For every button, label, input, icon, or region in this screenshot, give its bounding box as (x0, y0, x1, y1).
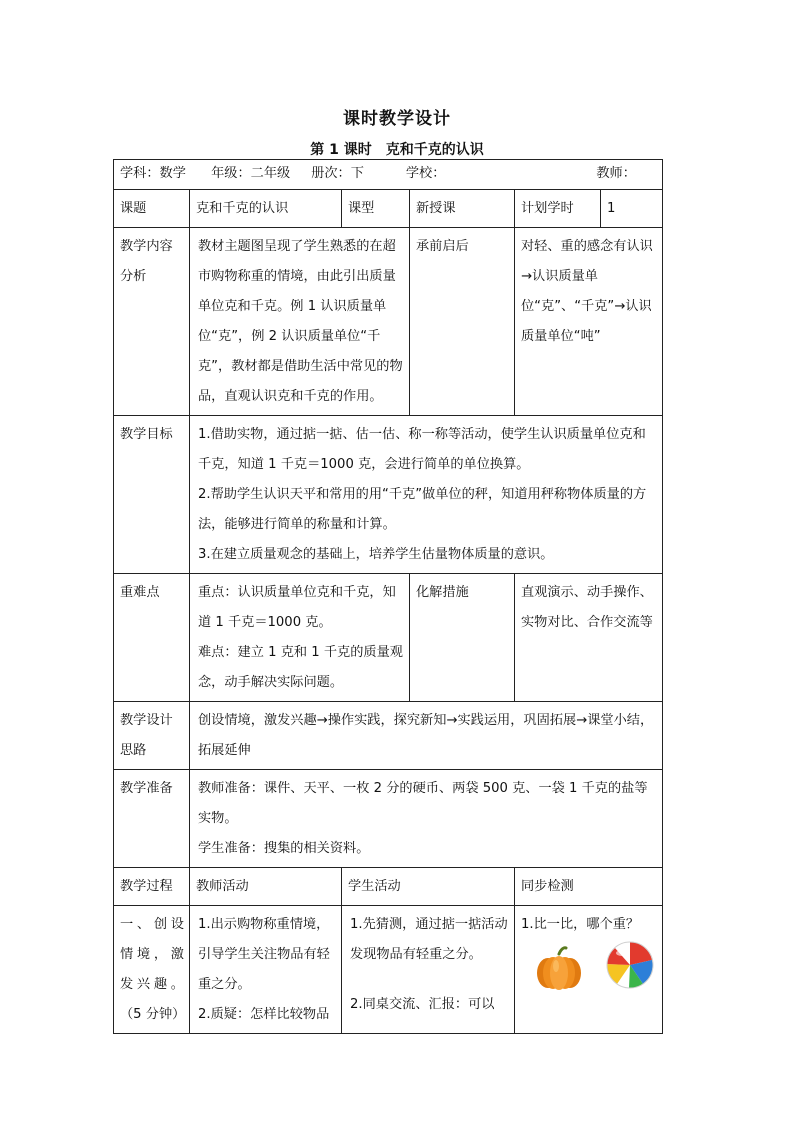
lesson-topic: 克和千克的认识 (385, 142, 484, 158)
pumpkin-icon (535, 944, 583, 992)
method-value: 直观演示、动手操作、实物对比、合作交流等 (515, 574, 663, 702)
goal-item: 1.借助实物，通过掂一掂、估一估、称一称等活动，使学生认识质量单位克和千克，知道 1 千克＝1000 克，会进行简单的单位换算。 (198, 427, 646, 472)
link-label: 承前启后 (410, 228, 515, 416)
process-col-teacher: 教师活动 (190, 868, 342, 906)
check-pictures (521, 940, 657, 1000)
type-label: 课型 (342, 190, 410, 228)
goal-item: 2.帮助学生认识天平和常用的用“千克”做单位的秤，知道用秤称物体质量的方法，能够进行简单的称量和计算。 (198, 487, 647, 532)
key-label: 重难点 (114, 574, 190, 702)
content-label: 教学内容分析 (114, 228, 190, 416)
method-label: 化解措施 (410, 574, 515, 702)
type-value: 新授课 (410, 190, 515, 228)
info-line: 学科：数学 年级：二年级 册次：下 学校： 教师： (114, 160, 663, 190)
hours-label: 计划学时 (515, 190, 601, 227)
process-row (114, 906, 663, 1034)
prep-row (114, 770, 663, 868)
content-row (114, 228, 663, 416)
link-value: 对轻、重的感念有认识→认识质量单位“克”、“千克”→认识质量单位“吨” (515, 228, 663, 416)
process-header-row (114, 868, 663, 906)
teacher-step: 2.质疑：怎样比较物品 (198, 1007, 330, 1022)
key-point: 重点：认识质量单位克和千克，知道 1 千克＝1000 克。 (198, 585, 396, 630)
teacher-step: 1.出示购物称重情境，引导学生关注物品有轻重之分。 (198, 917, 330, 992)
process-col-stage: 教学过程 (114, 868, 190, 906)
lesson-plan-table (113, 159, 663, 1034)
key-row (114, 574, 663, 702)
topic-value: 克和千克的认识 (190, 190, 342, 228)
design-label: 教学设计思路 (114, 702, 190, 770)
process-col-student: 学生活动 (342, 868, 515, 906)
key-content (190, 574, 410, 702)
teacher-activity (190, 906, 342, 1034)
topic-row (114, 190, 663, 228)
student-activity (342, 906, 515, 1034)
hours-value: 1 (607, 201, 616, 216)
check-question: 1.比一比，哪个重？ (521, 917, 640, 932)
goals-row (114, 416, 663, 574)
lesson-number: 第 1 课时 (310, 142, 372, 158)
document-title: 课时教学设计 (343, 109, 451, 129)
goals-label: 教学目标 (114, 416, 190, 574)
check-cell (515, 906, 663, 1034)
student-step: 1.先猜测，通过掂一掂活动发现物品有轻重之分。 (350, 917, 508, 962)
teacher-prep: 教师准备：课件、天平、一枚 2 分的硬币、两袋 500 克、一袋 1 千克的盐等实物。 (198, 781, 648, 826)
prep-content (190, 770, 663, 868)
beach-ball-icon (605, 940, 655, 990)
stage-cell: 一、创设情境，激发兴趣。（5 分钟） (114, 906, 190, 1034)
process-col-check: 同步检测 (515, 868, 663, 906)
student-prep: 学生准备：搜集的相关资料。 (198, 841, 370, 856)
topic-label: 课题 (114, 190, 190, 228)
design-value: 创设情境，激发兴趣→操作实践，探究新知→实践运用，巩固拓展→课堂小结，拓展延伸 (190, 702, 663, 770)
difficulty-point: 难点：建立 1 克和 1 千克的质量观念，动手解决实际问题。 (198, 645, 403, 690)
design-row (114, 702, 663, 770)
info-row (114, 160, 663, 190)
content-analysis: 教材主题图呈现了学生熟悉的在超市购物称重的情境，由此引出质量单位克和千克。例 1 认识质量单位“克”，例 2 认识质量单位“千克”，教材都是借助生活中常见的物品，直观认识克和千克的作用。 (190, 228, 410, 416)
hours-cell (515, 190, 663, 228)
document-subtitle (0, 139, 794, 159)
student-step: 2.同桌交流、汇报：可以 (350, 997, 495, 1012)
goals-list (190, 416, 663, 574)
prep-label: 教学准备 (114, 770, 190, 868)
goal-item: 3.在建立质量观念的基础上，培养学生估量物体质量的意识。 (198, 547, 554, 562)
